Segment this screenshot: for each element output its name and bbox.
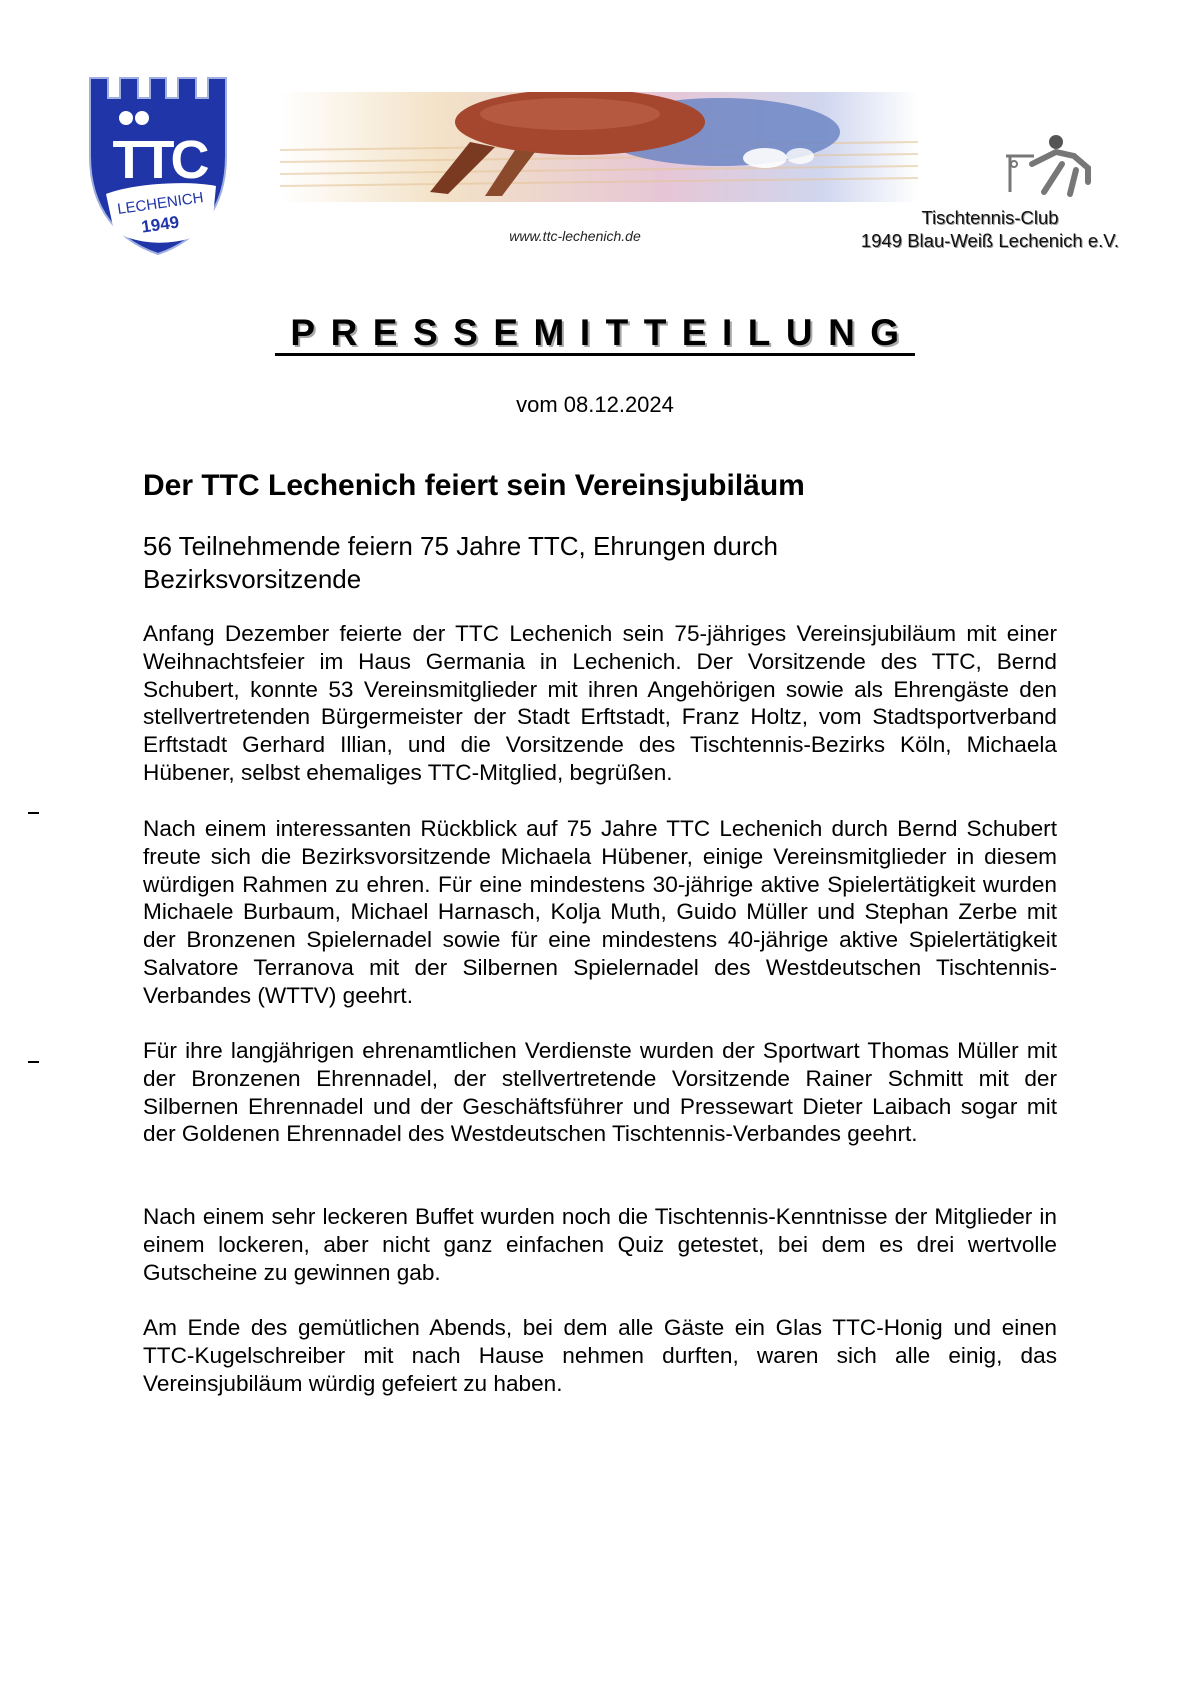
margin-mark bbox=[28, 812, 39, 814]
website-url[interactable]: www.ttc-lechenich.de bbox=[509, 228, 641, 244]
club-name bbox=[800, 206, 1180, 252]
paragraph: Nach einem interessanten Rückblick auf 75 Jahre TTC Lechenich durch Bernd Schubert freute sich die Bezirksvorsitzende Michaela Hübener, einige Vereinsmitglieder in diesem würdigen Rahmen zu ehren. Für eine mindestens 30-jährige aktive Spielertätigkeit wurden Michaele Burbaum, Michael Harnasch, Kolja Muth, Guido Müller und Stephan Zerbe mit der Bronzenen Spielernadel sowie für eine mindestens 40-jährige aktive Spielertätigkeit Salvatore Terranova mit der Silbernen Spielernadel des Westdeutschen Tischtennis-Verbandes (WTTV) geehrt. bbox=[143, 816, 1057, 1008]
paragraph: Für ihre langjährigen ehrenamtlichen Verdienste wurden der Sportwart Thomas Müller mit der Bronzenen Ehrennadel, der stellvertretende Vorsitzende Rainer Schmitt mit der Silbernen Ehrennadel und der Geschäftsführer und Pressewart Dieter Laibach sogar mit der Goldenen Ehrennadel des Westdeutschen Tischtennis-Verbandes geehrt. bbox=[143, 1038, 1057, 1147]
subheadline: 56 Teilnehmende feiern 75 Jahre TTC, Ehrungen durch Bezirksvorsitzende bbox=[143, 531, 778, 594]
paragraph: Nach einem sehr leckeren Buffet wurden noch die Tischtennis-Kenntnisse der Mitglieder in einem lockeren, aber nicht ganz einfachen Quiz getestet, bei dem es drei wertvolle Gutscheine zu gewinnen gab. bbox=[143, 1204, 1057, 1285]
club-name-line2: 1949 Blau-Weiß Lechenich e.V. bbox=[860, 230, 1120, 251]
document-title-text: PRESSEMITTEILUNG bbox=[275, 314, 914, 356]
banner-paddles-image bbox=[280, 92, 918, 202]
headline: Der TTC Lechenich feiert sein Vereinsjubiläum bbox=[143, 469, 805, 502]
logo-letters: TTC bbox=[112, 130, 206, 190]
margin-mark bbox=[28, 1061, 39, 1063]
club-logo bbox=[86, 76, 228, 256]
table-tennis-player-icon bbox=[1004, 134, 1104, 204]
document-date: vom 08.12.2024 bbox=[516, 392, 674, 417]
document-title bbox=[0, 314, 1190, 356]
logo-city: LECHENICH bbox=[116, 189, 205, 218]
paragraph: Am Ende des gemütlichen Abends, bei dem alle Gäste ein Glas TTC-Honig und einen TTC-Kugelschreiber mit nach Hause nehmen durften, waren sich alle einig, das Vereinsjubiläum würdig gefeiert zu haben. bbox=[143, 1315, 1057, 1396]
paragraph: Anfang Dezember feierte der TTC Lechenich sein 75-jähriges Vereinsjubiläum mit einer Weihnachtsfeier im Haus Germania in Lechenich. Der Vorsitzende des TTC, Bernd Schubert, konnte 53 Vereinsmitglieder mit ihren Angehörigen sowie als Ehrengäste den stellvertretenden Bürgermeister der Stadt Erftstadt, Franz Holtz, vom Stadtsportverband Erftstadt Gerhard Illian, und die Vorsitzende des Tischtennis-Bezirks Köln, Michaela Hübener, selbst ehemaliges TTC-Mitglied, begrüßen. bbox=[143, 621, 1057, 785]
club-name-line1: Tischtennis-Club bbox=[921, 207, 1059, 228]
logo-year: 1949 bbox=[140, 212, 181, 237]
